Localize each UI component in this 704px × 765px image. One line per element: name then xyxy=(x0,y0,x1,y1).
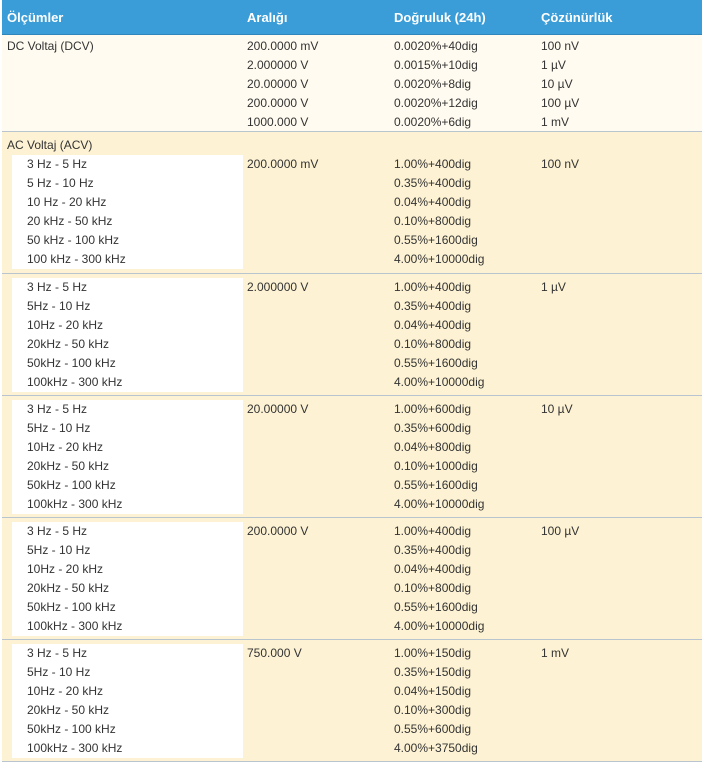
header-dogruluk: Doğruluk (24h) xyxy=(394,10,486,25)
frequency-band: 100kHz - 300 kHz xyxy=(27,375,123,389)
frequency-band: 100 kHz - 300 kHz xyxy=(27,252,126,266)
acv-section xyxy=(2,132,702,762)
frequency-band: 10Hz - 20 kHz xyxy=(27,440,104,454)
frequency-band: 10 Hz - 20 kHz xyxy=(27,195,107,209)
acv-accuracy-value: 0.10%+1000dig xyxy=(394,459,478,473)
acv-accuracy-value: 1.00%+150dig xyxy=(394,646,472,660)
frequency-band: 20kHz - 50 kHz xyxy=(27,337,110,351)
acv-resolution xyxy=(541,400,573,419)
acv-accuracy-value: 4.00%+10000dig xyxy=(394,375,485,389)
acv-accuracy xyxy=(394,155,484,269)
acv-range-block xyxy=(2,396,702,518)
table-header xyxy=(2,0,702,35)
acv-range xyxy=(247,278,308,297)
dcv-row xyxy=(2,35,702,132)
acv-resolution xyxy=(541,644,569,663)
acv-accuracy-value: 0.10%+800dig xyxy=(394,581,472,595)
acv-range xyxy=(247,400,308,419)
frequency-band: 50kHz - 100 kHz xyxy=(27,600,116,614)
acv-range-value: 20.00000 V xyxy=(247,402,309,416)
acv-accuracy-value: 4.00%+10000dig xyxy=(394,497,485,511)
acv-accuracy-value: 0.10%+800dig xyxy=(394,337,472,351)
acv-resolution-value: 1 µV xyxy=(541,280,566,294)
frequency-band: 3 Hz - 5 Hz xyxy=(27,524,88,538)
frequency-band: 100kHz - 300 kHz xyxy=(27,497,123,511)
acv-accuracy xyxy=(394,278,484,392)
acv-accuracy-value: 1.00%+600dig xyxy=(394,402,472,416)
dcv-accuracy-value: 0.0020%+12dig xyxy=(394,96,478,110)
dcv-range-value: 20.00000 V xyxy=(247,77,309,91)
acv-accuracy xyxy=(394,644,478,758)
acv-resolution-value: 100 nV xyxy=(541,157,580,171)
frequency-band: 20 kHz - 50 kHz xyxy=(27,214,113,228)
dcv-accuracy xyxy=(394,37,478,132)
acv-accuracy-value: 0.04%+150dig xyxy=(394,684,472,698)
frequency-list xyxy=(12,278,243,392)
frequency-band: 100kHz - 300 kHz xyxy=(27,741,123,755)
acv-resolution-value: 10 µV xyxy=(541,402,573,416)
spec-table xyxy=(2,0,702,762)
frequency-band: 3 Hz - 5 Hz xyxy=(27,402,88,416)
acv-accuracy-value: 0.35%+400dig xyxy=(394,176,472,190)
frequency-band: 5Hz - 10 Hz xyxy=(27,421,91,435)
acv-range-block xyxy=(2,274,702,396)
acv-resolution xyxy=(541,155,579,174)
dcv-range-value: 2.000000 V xyxy=(247,58,309,72)
acv-accuracy-value: 4.00%+10000dig xyxy=(394,252,485,266)
acv-accuracy-value: 4.00%+10000dig xyxy=(394,619,485,633)
acv-accuracy-value: 0.55%+1600dig xyxy=(394,600,478,614)
dcv-ranges xyxy=(247,37,318,132)
frequency-band: 20kHz - 50 kHz xyxy=(27,581,110,595)
acv-resolution-value: 1 mV xyxy=(541,646,570,660)
frequency-band: 10Hz - 20 kHz xyxy=(27,318,104,332)
dcv-title: DC Voltaj (DCV) xyxy=(7,39,94,53)
acv-range xyxy=(247,644,302,663)
dcv-range-value: 200.0000 mV xyxy=(247,39,319,53)
frequency-band: 5Hz - 10 Hz xyxy=(27,665,91,679)
frequency-band: 5 Hz - 10 Hz xyxy=(27,176,94,190)
frequency-list xyxy=(12,155,243,269)
frequency-list xyxy=(12,644,243,758)
acv-accuracy-value: 4.00%+3750dig xyxy=(394,741,478,755)
dcv-range-value: 1000.000 V xyxy=(247,115,309,129)
frequency-band: 10Hz - 20 kHz xyxy=(27,562,104,576)
frequency-list xyxy=(12,522,243,636)
dcv-resolution-value: 100 µV xyxy=(541,96,580,110)
acv-range-value: 2.000000 V xyxy=(247,280,309,294)
acv-accuracy-value: 0.55%+1600dig xyxy=(394,478,478,492)
dcv-range-value: 200.0000 V xyxy=(247,96,309,110)
acv-range xyxy=(247,522,308,541)
frequency-band: 20kHz - 50 kHz xyxy=(27,459,110,473)
frequency-band: 3 Hz - 5 Hz xyxy=(27,157,88,171)
acv-accuracy-value: 0.35%+150dig xyxy=(394,665,472,679)
acv-accuracy-value: 0.55%+600dig xyxy=(394,722,472,736)
acv-accuracy-value: 0.04%+800dig xyxy=(394,440,472,454)
acv-accuracy xyxy=(394,400,484,514)
acv-accuracy-value: 0.35%+400dig xyxy=(394,299,472,313)
acv-accuracy-value: 1.00%+400dig xyxy=(394,280,472,294)
frequency-band: 20kHz - 50 kHz xyxy=(27,703,110,717)
acv-accuracy-value: 0.04%+400dig xyxy=(394,318,472,332)
frequency-band: 5Hz - 10 Hz xyxy=(27,543,91,557)
acv-accuracy-value: 0.35%+400dig xyxy=(394,543,472,557)
acv-accuracy-value: 0.10%+800dig xyxy=(394,214,472,228)
dcv-accuracy-value: 0.0020%+8dig xyxy=(394,77,472,91)
dcv-accuracy-value: 0.0020%+6dig xyxy=(394,115,472,129)
acv-range-block xyxy=(2,518,702,640)
frequency-band: 50 kHz - 100 kHz xyxy=(27,233,120,247)
acv-accuracy-value: 0.10%+300dig xyxy=(394,703,472,717)
frequency-band: 3 Hz - 5 Hz xyxy=(27,646,88,660)
acv-accuracy-value: 1.00%+400dig xyxy=(394,157,472,171)
acv-accuracy-value: 0.35%+600dig xyxy=(394,421,472,435)
acv-range-block xyxy=(2,640,702,762)
acv-resolution xyxy=(541,278,566,297)
acv-accuracy xyxy=(394,522,484,636)
dcv-resolution-value: 10 µV xyxy=(541,77,573,91)
dcv-resolution-value: 1 µV xyxy=(541,58,566,72)
frequency-band: 3 Hz - 5 Hz xyxy=(27,280,88,294)
acv-accuracy-value: 0.04%+400dig xyxy=(394,195,472,209)
acv-range-value: 750.000 V xyxy=(247,646,302,660)
acv-accuracy-value: 1.00%+400dig xyxy=(394,524,472,538)
frequency-band: 50kHz - 100 kHz xyxy=(27,356,116,370)
acv-accuracy-value: 0.55%+1600dig xyxy=(394,233,478,247)
acv-range-value: 200.0000 mV xyxy=(247,157,319,171)
acv-range-block xyxy=(2,132,702,274)
acv-range xyxy=(247,155,318,174)
header-olcumler: Ölçümler xyxy=(7,10,64,25)
dcv-accuracy-value: 0.0015%+10dig xyxy=(394,58,478,72)
dcv-resolution-value: 100 nV xyxy=(541,39,580,53)
frequency-band: 5Hz - 10 Hz xyxy=(27,299,91,313)
frequency-band: 50kHz - 100 kHz xyxy=(27,722,116,736)
acv-resolution xyxy=(541,522,579,541)
acv-accuracy-value: 0.04%+400dig xyxy=(394,562,472,576)
frequency-list xyxy=(12,400,243,514)
acv-title: AC Voltaj (ACV) xyxy=(7,138,93,152)
header-araligi: Aralığı xyxy=(247,10,288,25)
acv-accuracy-value: 0.55%+1600dig xyxy=(394,356,478,370)
header-cozunurluk: Çözünürlük xyxy=(541,10,613,25)
dcv-resolution-value: 1 mV xyxy=(541,115,570,129)
acv-resolution-value: 100 µV xyxy=(541,524,580,538)
dcv-resolution xyxy=(541,37,579,132)
dcv-accuracy-value: 0.0020%+40dig xyxy=(394,39,478,53)
frequency-band: 10Hz - 20 kHz xyxy=(27,684,104,698)
frequency-band: 100kHz - 300 kHz xyxy=(27,619,123,633)
acv-range-value: 200.0000 V xyxy=(247,524,309,538)
frequency-band: 50kHz - 100 kHz xyxy=(27,478,116,492)
